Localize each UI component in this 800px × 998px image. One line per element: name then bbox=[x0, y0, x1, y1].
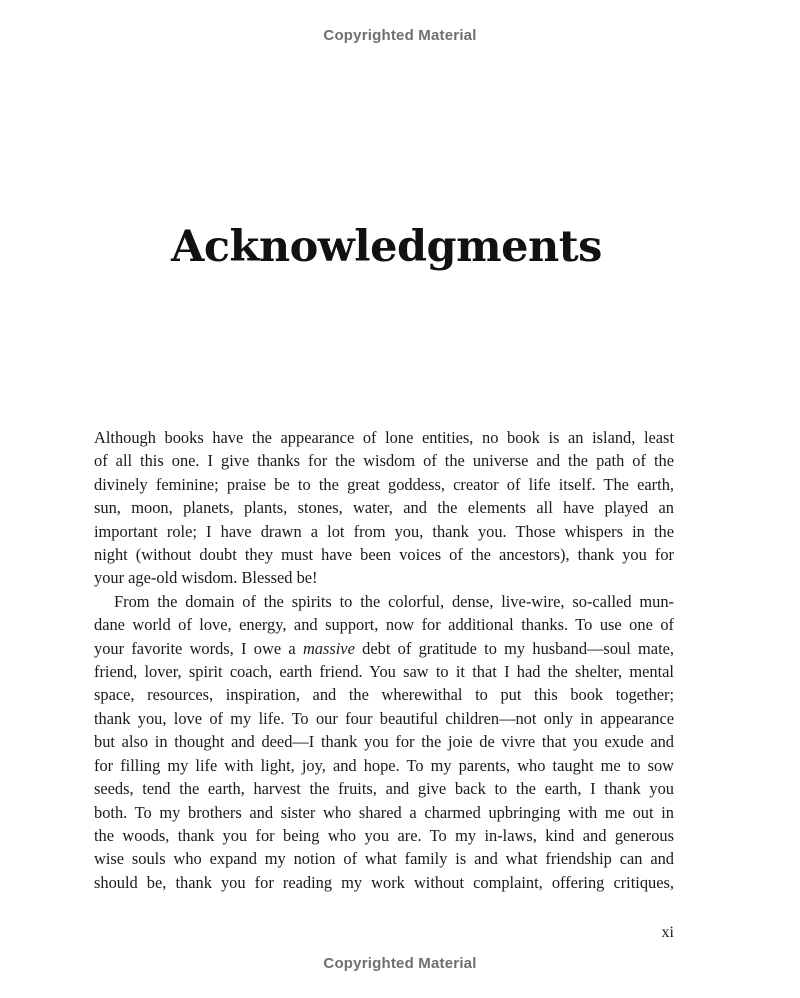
text-segment: debt of gratitude to my husband—soul mate, bbox=[354, 638, 674, 658]
text-line: friend, lover, spirit coach, earth friend. You saw to it that I had the shelter, mental bbox=[94, 662, 674, 682]
text-line: for filling my life with light, joy, and hope. To my parents, who taught me to sow bbox=[94, 755, 674, 775]
emphasis-massive: massive bbox=[302, 638, 355, 658]
paragraph-1 bbox=[94, 426, 674, 590]
copyright-watermark-bottom: Copyrighted Material bbox=[323, 955, 477, 972]
paragraph-2 bbox=[94, 590, 674, 894]
text-line: From the domain of the spirits to the colorful, dense, live-wire, so-called mun- bbox=[114, 591, 674, 611]
text-line: Although books have the appearance of lone entities, no book is an island, least bbox=[94, 428, 674, 447]
text-line: the woods, thank you for being who you are. To my in-laws, kind and generous bbox=[94, 825, 674, 845]
page-number: xi bbox=[661, 924, 674, 941]
text-line: both. To my brothers and sister who shared a charmed upbringing with me out in bbox=[94, 802, 674, 822]
text-line: space, resources, inspiration, and the wherewithal to put this book together; bbox=[94, 685, 674, 705]
text-line: but also in thought and deed—I thank you for the joie de vivre that you exude and bbox=[94, 732, 674, 752]
text-line: night (without doubt they must have been voices of the ancestors), thank you for bbox=[94, 545, 674, 565]
text-line: of all this one. I give thanks for the wisdom of the universe and the path of the bbox=[94, 451, 674, 471]
body-text bbox=[94, 426, 674, 894]
copyright-watermark-top: Copyrighted Material bbox=[323, 27, 477, 44]
text-line: sun, moon, planets, plants, stones, water, and the elements all have played an bbox=[94, 498, 674, 518]
text-line: thank you, love of my life. To our four beautiful children—not only in appearance bbox=[94, 708, 674, 728]
text-line: your age-old wisdom. Blessed be! bbox=[94, 568, 318, 588]
text-line: seeds, tend the earth, harvest the fruits, and give back to the earth, I thank you bbox=[94, 779, 674, 799]
text-line: wise souls who expand my notion of what family is and what friendship can and bbox=[94, 849, 674, 869]
text-line: important role; I have drawn a lot from you, thank you. Those whispers in the bbox=[94, 521, 674, 541]
text-line: dane world of love, energy, and support, now for additional thanks. To use one of bbox=[94, 615, 674, 635]
chapter-title: Acknowledgments bbox=[171, 222, 602, 272]
text-segment: your favorite words, I owe a bbox=[94, 638, 303, 658]
text-line: should be, thank you for reading my work without complaint, offering critiques, bbox=[94, 872, 674, 892]
text-line: divinely feminine; praise be to the great goddess, creator of life itself. The earth, bbox=[94, 474, 674, 494]
text-line bbox=[94, 637, 674, 660]
